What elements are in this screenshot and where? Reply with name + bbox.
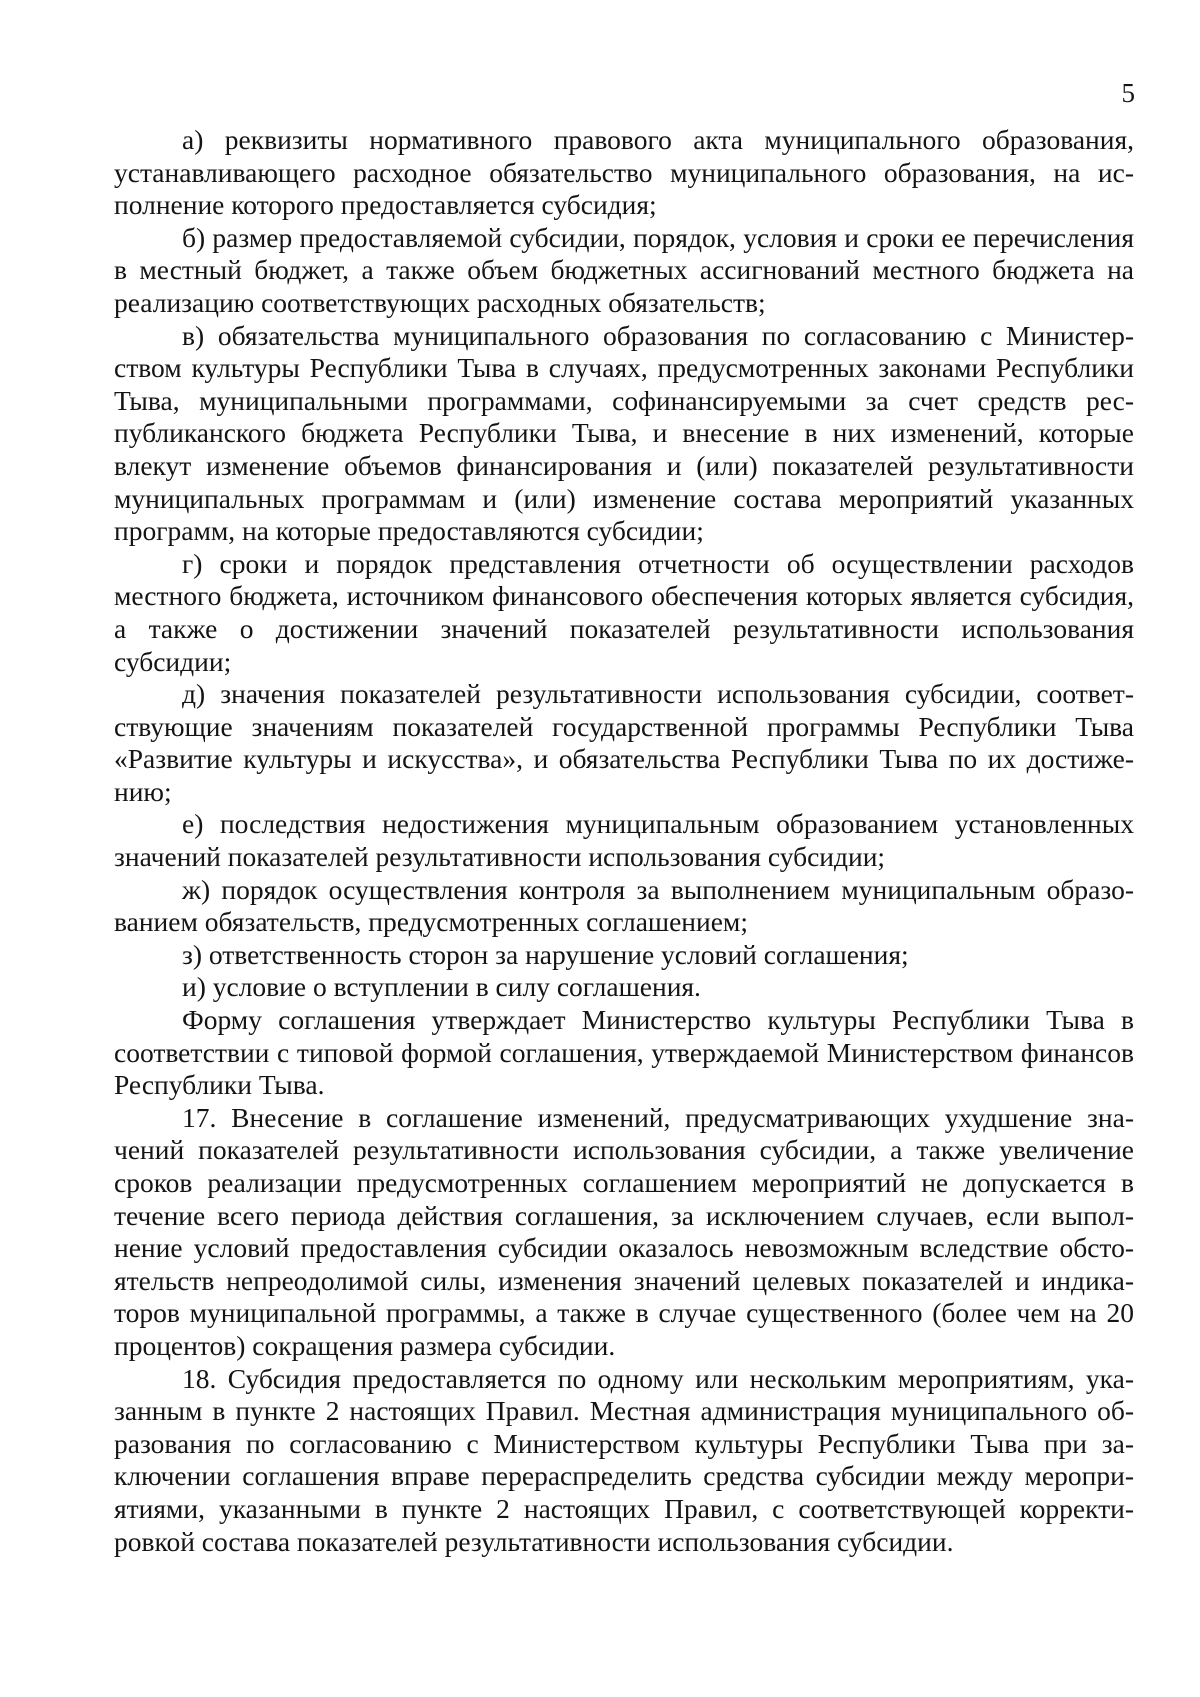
paragraph-d: д) значения показателей результативности использования субсидии, соответствующие значениям показателей государственной программы Республики Тыва «Развитие культуры и искусства», и обязательства Республики Тыва по их достижению;	[114, 678, 1134, 807]
paragraph-zh: ж) порядок осуществления контроля за выполнением муниципальным образованием обязательств, предусмотренных соглашением;	[114, 873, 1134, 938]
paragraph-17: 17. Внесение в соглашение изменений, предусматривающих ухудшение значений показателей результативности использования субсидии, а также увеличение сроков реализации предусмотренных соглашением мероприятий не допускается в течение всего периода действия соглашения, за исключением случаев, если выполнение условий предоставления субсидии оказалось невозможным вследствие обстоятельств непреодолимой силы, изменения значений целевых показателей и индикаторов муниципальной программы, а также в случае существенного (более чем на 20 процентов) сокращения размера субсидии.	[114, 1101, 1134, 1361]
paragraph-e: е) последствия недостижения муниципальным образованием установленных значений показателей результативности использования субсидии;	[114, 808, 1134, 873]
paragraph-form-agreement: Форму соглашения утверждает Министерство культуры Республики Тыва в соответствии с типовой формой соглашения, утверждаемой Министерством финансов Республики Тыва.	[114, 1004, 1134, 1101]
paragraph-18: 18. Субсидия предоставляется по одному или нескольким мероприятиям, указанным в пункте 2 настоящих Правил. Местная администрация муниципального образования по согласованию с Министерством культуры Республики Тыва при заключении соглашения вправе перераспределить средства субсидии между мероприятиями, указанными в пункте 2 настоящих Правил, с соответствующей корректировкой состава показателей результативности использования субсидии.	[114, 1362, 1134, 1557]
document-body	[114, 124, 1134, 1558]
paragraph-a: а) реквизиты нормативного правового акта муниципального образования, устанавливающего расходное обязательство муниципального образования, на исполнение которого предоставляется субсидия;	[114, 124, 1134, 221]
paragraph-v: в) обязательства муниципального образования по согласованию с Министерством культуры Республики Тыва в случаях, предусмотренных законами Республики Тыва, муниципальными программами, софинансируемыми за счет средств республиканского бюджета Республики Тыва, и внесение в них изменений, которые влекут изменение объемов финансирования и (или) показателей результативности муниципальных программам и (или) изменение состава мероприятий указанных программ, на которые предоставляются субсидии;	[114, 319, 1134, 547]
paragraph-b: б) размер предоставляемой субсидии, порядок, условия и сроки ее перечисления в местный бюджет, а также объем бюджетных ассигнований местного бюджета на реализацию соответствующих расходных обязательств;	[114, 221, 1134, 318]
paragraph-i: и) условие о вступлении в силу соглашения.	[182, 971, 701, 1003]
page-number: 5	[1121, 78, 1135, 108]
paragraph-g: г) сроки и порядок представления отчетности об осуществлении расходов местного бюджета, источником финансового обеспечения которых является субсидия, а также о достижении значений показателей результативности использования субсидии;	[114, 547, 1134, 677]
paragraph-z: з) ответственность сторон за нарушение условий соглашения;	[182, 938, 909, 970]
